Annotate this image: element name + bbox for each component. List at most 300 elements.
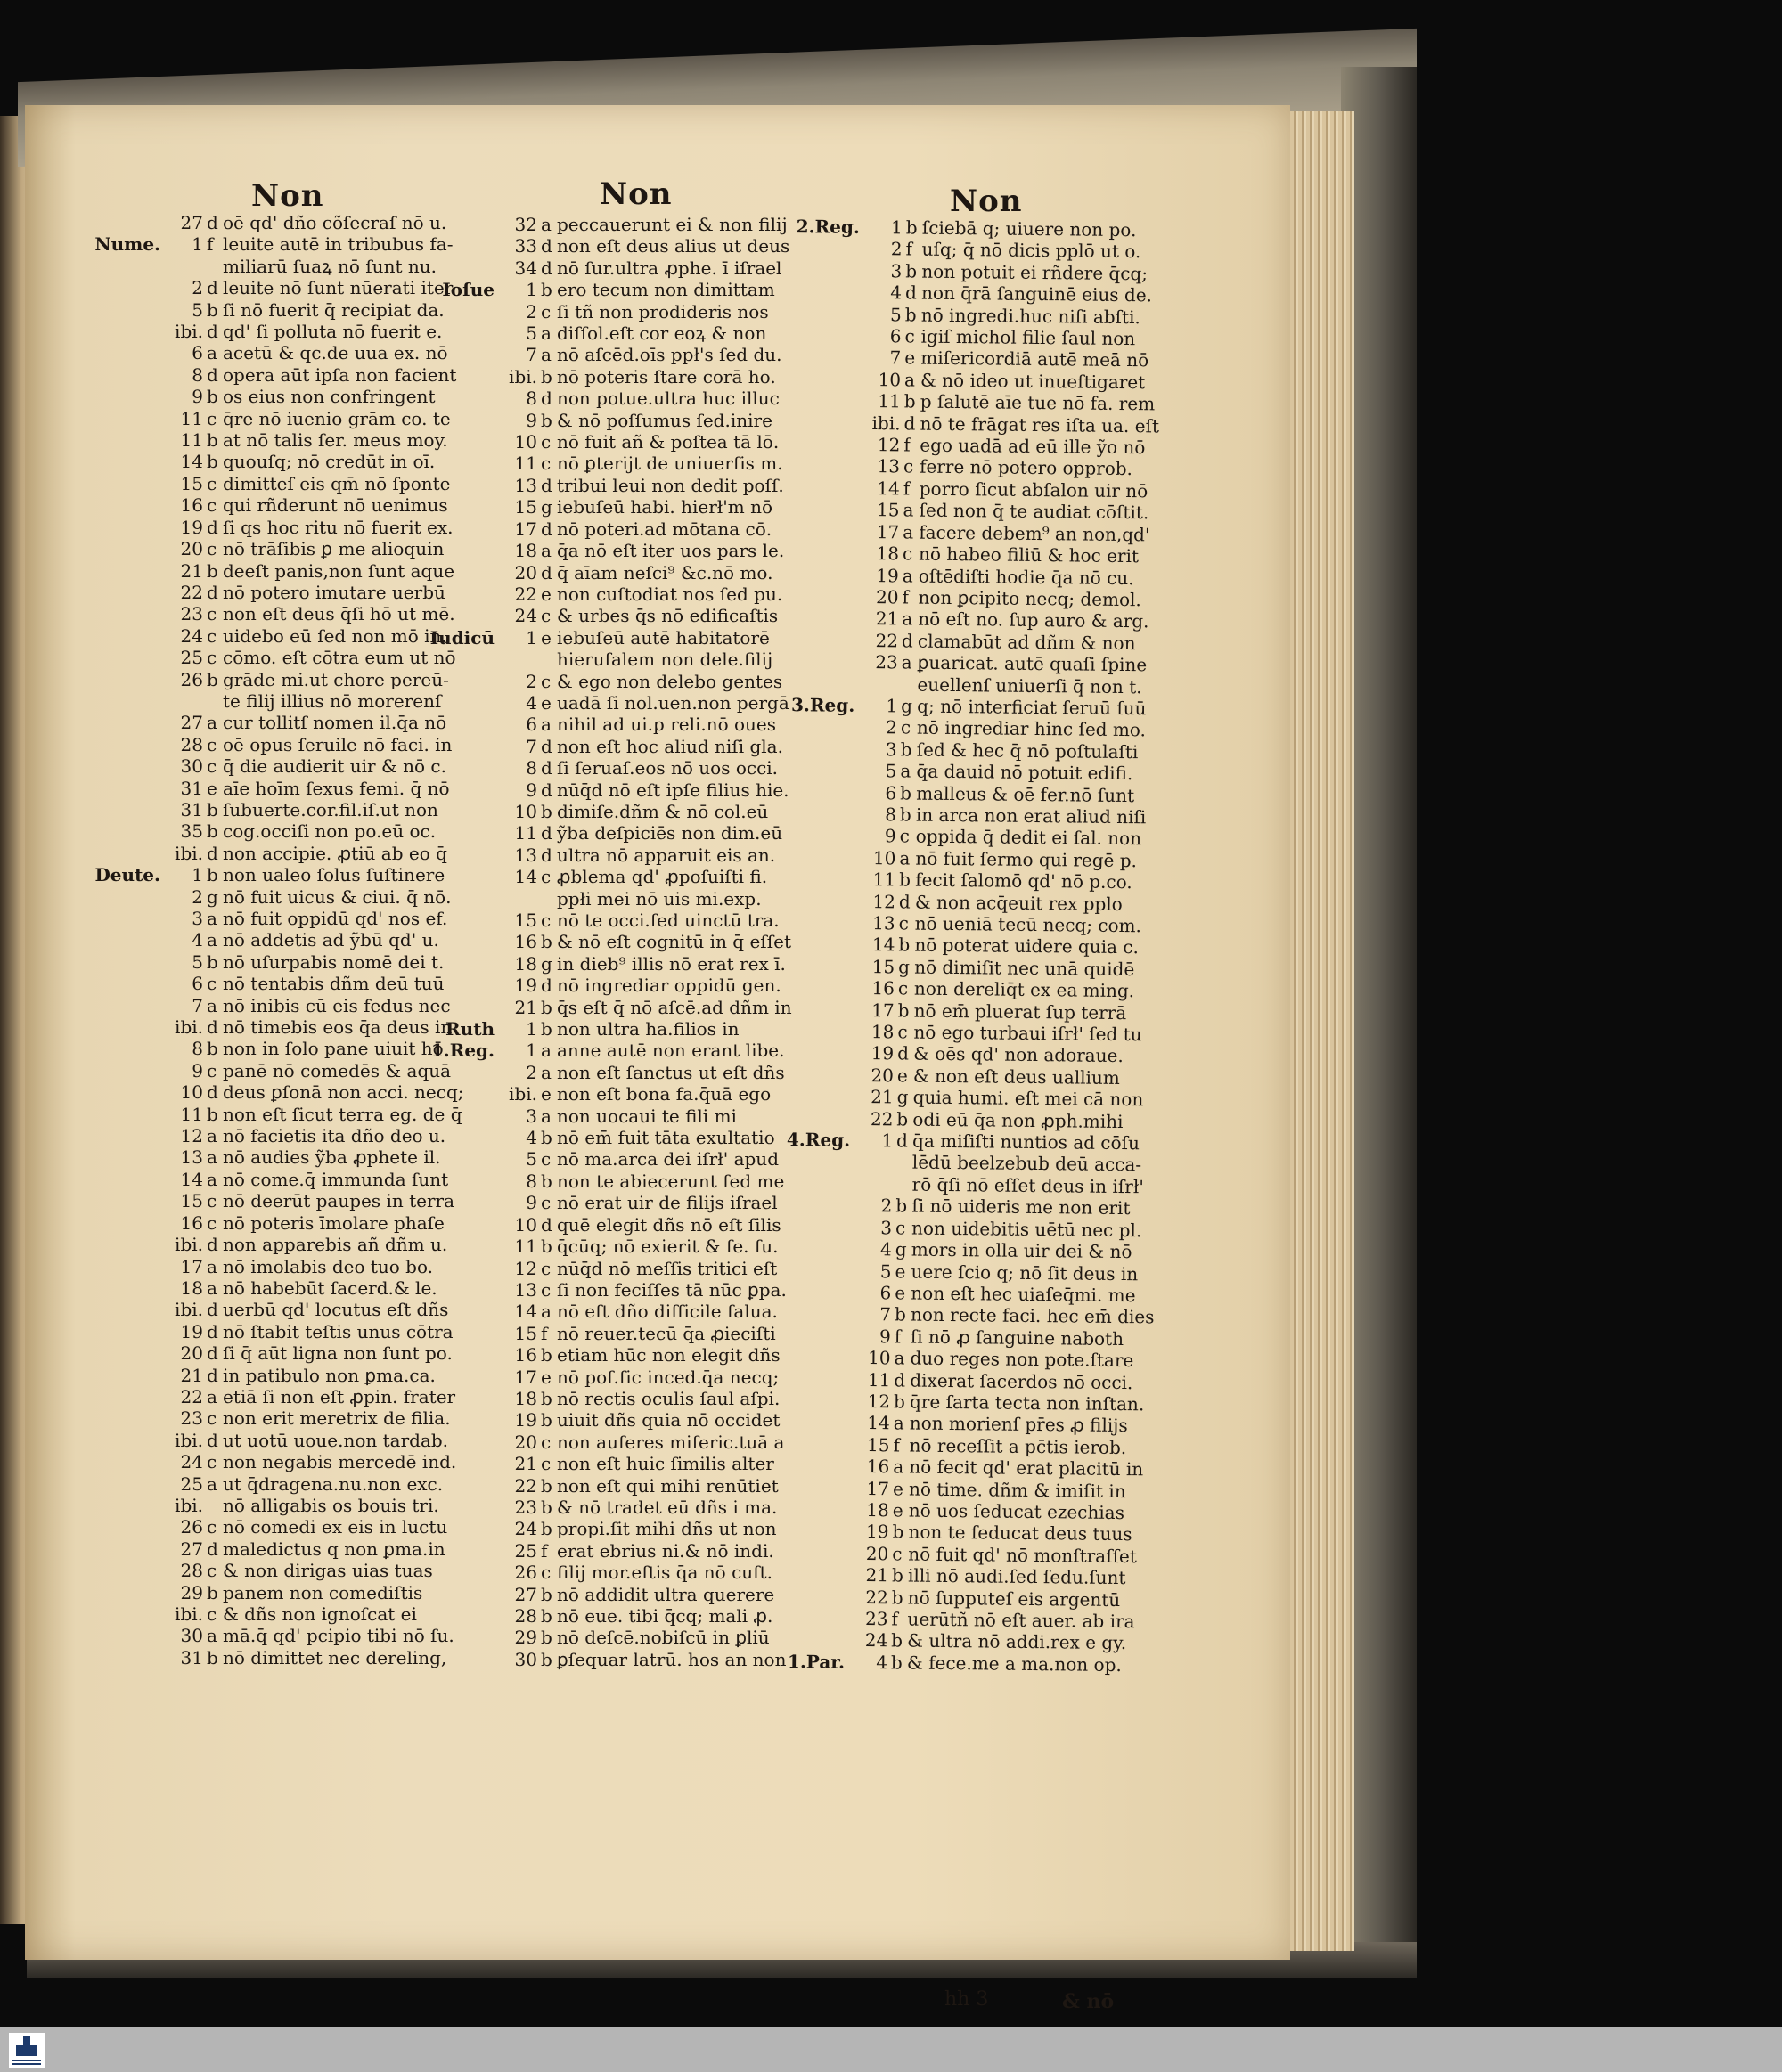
chapter-number: 17 xyxy=(866,1477,890,1499)
section-letter: d xyxy=(541,779,552,801)
section-letter: a xyxy=(207,342,217,364)
chapter-number: 24 xyxy=(864,1629,888,1652)
entry-text: qui rñderunt nō uenimus xyxy=(223,494,448,517)
book-reference xyxy=(419,1562,500,1583)
chapter-number: 5 xyxy=(192,298,203,321)
book-reference xyxy=(419,671,500,692)
chapter-number: 6 xyxy=(192,973,203,995)
concordance-line xyxy=(85,647,464,668)
book-reference xyxy=(419,518,500,540)
concordance-line xyxy=(85,364,464,386)
section-letter: b xyxy=(891,1586,903,1609)
section-letter: c xyxy=(207,494,217,517)
chapter-number: 2 xyxy=(886,716,898,738)
chapter-number: ibi. xyxy=(175,1234,203,1256)
section-letter: a xyxy=(893,1456,904,1478)
book-reference xyxy=(419,953,500,975)
chapter-number: ibi. xyxy=(509,1083,537,1105)
section-letter: a xyxy=(899,847,911,869)
book-reference xyxy=(85,647,166,668)
concordance-line xyxy=(419,235,792,257)
book-reference xyxy=(85,1038,166,1059)
concordance-line xyxy=(85,212,464,233)
section-letter: c xyxy=(541,300,552,322)
book-reference xyxy=(775,1020,856,1042)
book-reference xyxy=(419,692,500,714)
entry-text: nō uos ſeducat ezechias xyxy=(908,1499,1125,1524)
book-reference xyxy=(419,1388,500,1409)
entry-text: aīe hoīm ſexus femi. q̄ nō xyxy=(223,777,450,799)
chapter-number: 31 xyxy=(180,1646,203,1668)
section-letter: d xyxy=(207,212,218,233)
book-reference xyxy=(85,908,166,929)
concordance-column-2 xyxy=(419,214,792,1670)
entry-text: nō fecit qd' erat placitū in xyxy=(909,1456,1144,1481)
entry-text: nō ingredi.huc niſi abſti. xyxy=(920,304,1140,328)
concordance-line xyxy=(419,518,792,540)
section-letter: b xyxy=(895,1195,908,1217)
section-letter: b xyxy=(207,1646,218,1668)
concordance-line xyxy=(85,734,464,755)
concordance-line xyxy=(419,975,792,996)
chapter-number: 15 xyxy=(180,1190,203,1212)
entry-text: duo reges non pote.ſtare xyxy=(910,1347,1134,1372)
chapter-number: 15 xyxy=(514,1322,537,1344)
section-letter: a xyxy=(541,1105,552,1127)
chapter-number: 11 xyxy=(514,822,537,844)
chapter-number: 23 xyxy=(514,1496,537,1518)
section-letter: g xyxy=(901,695,913,717)
section-letter: d xyxy=(897,1042,910,1065)
chapter-number: 13 xyxy=(514,844,537,866)
book-reference xyxy=(771,1476,852,1498)
section-letter: a xyxy=(541,344,552,366)
section-letter: b xyxy=(903,390,916,412)
concordance-line xyxy=(85,1234,464,1255)
book-reference xyxy=(85,1451,166,1472)
entry-text: q̄a nō eſt iter uos pars le. xyxy=(557,540,785,562)
entry-text: porro ſicut abſalon uir nō xyxy=(919,477,1148,502)
chapter-number: 14 xyxy=(514,1301,537,1323)
section-letter xyxy=(901,673,917,696)
concordance-line xyxy=(419,1605,792,1627)
section-letter: g xyxy=(541,952,552,975)
book-reference xyxy=(771,1433,852,1456)
concordance-line xyxy=(85,1342,464,1364)
concordance-line xyxy=(419,496,792,518)
book-reference xyxy=(419,387,500,409)
chapter-number: 6 xyxy=(192,342,203,364)
book-reference: 4.Reg. xyxy=(786,1129,851,1151)
book-reference xyxy=(85,1081,166,1103)
entry-text: nō uſurpabis nomē dei t. xyxy=(223,950,445,973)
book-reference xyxy=(782,346,863,368)
book-reference xyxy=(419,1409,500,1431)
chapter-number: 23 xyxy=(180,603,203,625)
book-reference xyxy=(774,1107,855,1130)
concordance-line xyxy=(85,494,464,516)
book-reference xyxy=(419,1497,500,1518)
section-letter: b xyxy=(900,781,912,804)
concordance-line xyxy=(85,1603,464,1625)
book-reference xyxy=(85,256,166,277)
entry-text: nō inibis cū eis fedus nec xyxy=(223,994,451,1016)
entry-text: non morienſ pr̄es ꝓ filijs xyxy=(909,1412,1128,1437)
section-letter: b xyxy=(541,1127,552,1149)
book-reference xyxy=(419,1127,500,1148)
chapter-number: 33 xyxy=(514,235,537,257)
book-reference: 3.Reg. xyxy=(790,694,855,716)
book-reference: Deute. xyxy=(94,864,160,886)
entry-text: nō eſt dño difficile ſalua. xyxy=(557,1301,778,1323)
entry-text: hieruſalem non dele.filij xyxy=(557,649,773,671)
chapter-number: 28 xyxy=(180,733,203,755)
book-reference xyxy=(85,1060,166,1081)
entry-text: nō potero imutare uerbū xyxy=(223,581,446,603)
section-letter: b xyxy=(541,1605,552,1627)
book-reference xyxy=(85,1560,166,1581)
section-letter: b xyxy=(890,1652,903,1674)
concordance-line xyxy=(419,627,792,649)
chapter-number: 18 xyxy=(866,1499,889,1521)
book-reference xyxy=(770,1520,851,1542)
book-reference xyxy=(85,1256,166,1277)
chapter-number: 27 xyxy=(514,1583,537,1605)
chapter-number: 14 xyxy=(871,934,895,956)
section-letter: f xyxy=(905,238,913,260)
concordance-line xyxy=(85,1365,464,1386)
entry-text: nō alligabis os bouis tri. xyxy=(223,1494,439,1516)
section-letter: a xyxy=(207,712,217,734)
entry-text: ſi nō uideris me non erit xyxy=(911,1195,1131,1220)
concordance-line xyxy=(85,755,464,777)
book-reference xyxy=(85,1212,166,1234)
section-letter: b xyxy=(898,934,911,956)
entry-text: ero tecum non dimittam xyxy=(557,279,775,301)
section-letter: b xyxy=(207,559,218,582)
book-reference xyxy=(777,911,858,934)
concordance-line xyxy=(419,1148,792,1170)
book-reference xyxy=(419,1105,500,1127)
concordance-line xyxy=(85,843,464,864)
section-letter: c xyxy=(541,910,552,931)
concordance-line xyxy=(85,1104,464,1125)
chapter-number: 3 xyxy=(526,1105,537,1127)
entry-text: fecit ſalomō qd' nō p.co. xyxy=(915,869,1132,893)
section-letter: c xyxy=(898,912,910,934)
book-reference xyxy=(419,1301,500,1322)
section-letter: d xyxy=(894,1368,906,1391)
entry-text: non eſt ſicut terra eg. de q̄ xyxy=(223,1103,462,1125)
chapter-number: 1 xyxy=(886,695,898,717)
chapter-number: 13 xyxy=(180,1146,203,1169)
chapter-number: ibi. xyxy=(509,365,537,387)
concordance-line xyxy=(419,1258,792,1279)
column-heading-2: Non xyxy=(600,176,673,212)
section-letter xyxy=(541,649,557,670)
entry-text: nō fuit uicus & ciui. q̄ nō. xyxy=(223,885,452,908)
book-reference xyxy=(85,1365,166,1386)
book-reference xyxy=(85,669,166,690)
entry-text: at nō talis ſer. meus moy. xyxy=(223,429,448,452)
book-reference: Ruth xyxy=(446,1018,495,1040)
entry-text: nō rectis oculis ſaul aſpi. xyxy=(557,1387,781,1409)
concordance-line xyxy=(419,910,792,931)
section-letter: d xyxy=(207,363,218,386)
book-reference xyxy=(85,560,166,582)
book-reference xyxy=(771,1498,852,1521)
section-letter: c xyxy=(207,407,217,429)
book-reference xyxy=(85,929,166,950)
entry-text: ſciebā q; uiuere non po. xyxy=(921,216,1137,241)
section-letter xyxy=(896,1152,912,1174)
concordance-line xyxy=(85,386,464,407)
concordance-line xyxy=(85,669,464,690)
concordance-line xyxy=(85,1299,464,1320)
section-letter: c xyxy=(541,1257,552,1279)
book-reference xyxy=(419,888,500,910)
chapter-number: 28 xyxy=(514,1605,537,1627)
chapter-number: 10 xyxy=(514,431,537,453)
chapter-number: 12 xyxy=(867,1390,891,1413)
chapter-number xyxy=(854,1173,895,1195)
section-letter: e xyxy=(541,1083,552,1105)
book-reference xyxy=(781,454,862,477)
chapter-number: 7 xyxy=(526,735,537,757)
book-reference xyxy=(772,1325,854,1347)
chapter-number: 27 xyxy=(180,212,203,233)
book-reference xyxy=(419,366,500,387)
book-reference xyxy=(769,1607,850,1629)
chapter-number: 17 xyxy=(514,518,537,540)
chapter-number: 11 xyxy=(878,390,901,412)
book-reference xyxy=(783,303,864,325)
entry-text: filij mor.eſtis q̄a nō cuſt. xyxy=(557,1562,772,1584)
concordance-line xyxy=(85,1038,464,1059)
concordance-line xyxy=(419,1127,792,1148)
entry-text: nō comedi ex eis in luctu xyxy=(223,1516,448,1538)
concordance-line xyxy=(419,866,792,887)
section-letter: b xyxy=(541,1496,552,1518)
book-reference xyxy=(773,1216,854,1238)
entry-text: nō addetis ad ỹbū qd' u. xyxy=(223,929,439,951)
section-letter: c xyxy=(207,1516,217,1538)
chapter-number: 6 xyxy=(526,714,537,736)
section-letter: b xyxy=(896,1108,909,1130)
chapter-number: 11 xyxy=(872,869,896,891)
chapter-number: 21 xyxy=(514,1453,537,1475)
book-reference xyxy=(772,1346,853,1368)
entry-text: non potue.ultra huc illuc xyxy=(557,387,780,410)
book-reference xyxy=(781,477,862,499)
entry-text: q̄ die audierit uir & nō c. xyxy=(223,755,446,778)
concordance-line xyxy=(419,1171,792,1192)
chapter-number: 20 xyxy=(871,1064,895,1087)
entry-text: ut q̄dragena.nu.non exc. xyxy=(223,1472,444,1495)
book-reference xyxy=(85,386,166,407)
book-reference xyxy=(419,866,500,887)
concordance-line xyxy=(419,757,792,779)
entry-text: malleus & oē fer.nō ſunt xyxy=(916,782,1135,806)
concordance-line xyxy=(419,714,792,735)
entry-text: non ualeo ſolus ſuſtinere xyxy=(223,864,446,886)
book-reference xyxy=(85,886,166,908)
entry-text: uiuit dñs quia nō occidet xyxy=(557,1409,781,1432)
chapter-number: 35 xyxy=(180,820,203,843)
chapter-number: 22 xyxy=(865,1586,888,1608)
entry-text: deus ꝑſonā non acci. necq; xyxy=(223,1081,464,1104)
concordance-line xyxy=(419,1083,792,1105)
chapter-number: 17 xyxy=(514,1366,537,1388)
concordance-line xyxy=(419,953,792,975)
chapter-number: ibi. xyxy=(175,842,203,864)
section-letter: a xyxy=(207,1472,217,1495)
column-heading-1: Non xyxy=(251,178,324,214)
concordance-line xyxy=(419,366,792,387)
section-letter: b xyxy=(207,429,218,452)
entry-text: nō deerūt paupes in terra xyxy=(223,1190,455,1212)
entry-text: nō facietis ita dño deo u. xyxy=(223,1125,446,1147)
section-letter: c xyxy=(899,825,911,847)
entry-text: anne autē non erant libe. xyxy=(557,1040,785,1062)
entry-text: grāde mi.ut chore pereū- xyxy=(223,668,449,690)
section-letter xyxy=(207,690,223,712)
entry-text: ſed non q̄ te audiat cōſtit. xyxy=(919,499,1149,524)
book-reference xyxy=(85,690,166,712)
concordance-line xyxy=(419,822,792,844)
book-reference: 1.Par. xyxy=(787,1650,846,1673)
section-letter: c xyxy=(541,866,552,888)
book-reference xyxy=(419,757,500,779)
concordance-line xyxy=(419,1409,792,1431)
chapter-number: 1 xyxy=(526,626,537,649)
entry-text: facere debem⁹ an non,qd' xyxy=(919,521,1150,546)
entry-text: ſubuerte.cor.fil.iſ.ut non xyxy=(223,798,438,820)
section-letter: a xyxy=(893,1412,904,1434)
entry-text: non potuit ei rñdere q̄cq; xyxy=(921,260,1148,285)
section-letter: c xyxy=(207,1451,217,1473)
entry-text: non apparebis añ dñm u. xyxy=(223,1234,448,1256)
chapter-number: 20 xyxy=(180,538,203,560)
book-reference xyxy=(419,910,500,931)
section-letter xyxy=(895,1173,911,1195)
entry-text: nō come.q̄ immunda ſunt xyxy=(223,1168,449,1190)
chapter-number: 7 xyxy=(889,347,902,369)
entry-text: nō fuit oppidū qd' nos ef. xyxy=(223,908,448,929)
entry-text: in patibulo non ꝑma.ca. xyxy=(223,1364,436,1386)
book-reference xyxy=(419,1214,500,1236)
book-reference xyxy=(783,259,864,281)
section-letter: a xyxy=(902,564,913,587)
section-letter: a xyxy=(903,369,916,391)
entry-text: nō em̄ fuit tāta exultatio xyxy=(557,1127,775,1149)
section-letter: d xyxy=(904,281,918,304)
entry-text: non ultra ha.filios in xyxy=(557,1018,740,1040)
section-letter: d xyxy=(207,1234,218,1256)
entry-text: cōmo. eſt cōtra eum ut nō xyxy=(223,647,456,669)
entry-text: etiā ſi non eſt ꝓpin. frater xyxy=(223,1385,456,1407)
book-reference xyxy=(85,843,166,864)
entry-text: nō dimittet nec dereling, xyxy=(223,1646,447,1668)
section-letter: d xyxy=(541,735,552,757)
book-reference xyxy=(419,1518,500,1539)
book-reference xyxy=(85,995,166,1016)
section-letter: b xyxy=(207,820,218,843)
entry-text: nō te frāgat res iſta ua. eſt xyxy=(920,412,1160,437)
concordance-line xyxy=(85,1451,464,1472)
section-letter: a xyxy=(541,1040,552,1062)
concordance-line xyxy=(85,1430,464,1451)
concordance-line xyxy=(769,1651,1151,1676)
chapter-number: 4 xyxy=(526,1127,537,1149)
section-letter: d xyxy=(903,412,916,435)
section-letter: d xyxy=(207,1016,218,1039)
entry-text: uerbū qd' locutus eſt dñs xyxy=(223,1299,449,1321)
concordance-line xyxy=(419,322,792,344)
section-letter: d xyxy=(898,890,911,913)
chapter-number: 19 xyxy=(865,1521,889,1543)
section-letter: d xyxy=(541,474,552,496)
concordance-column-3 xyxy=(769,216,1165,1676)
chapter-number: 2 xyxy=(526,300,537,322)
chapter-number: 16 xyxy=(514,1344,537,1366)
concordance-line xyxy=(419,387,792,409)
book-reference xyxy=(774,1150,855,1172)
book-reference: Iudicū xyxy=(429,626,495,649)
book-reference xyxy=(772,1302,854,1325)
book-reference: 2.Reg. xyxy=(796,216,860,238)
book-reference xyxy=(419,1366,500,1388)
section-letter: b xyxy=(541,1170,552,1192)
section-letter: c xyxy=(207,1560,217,1582)
entry-text: q̄s eſt q̄ nō aſcē.ad dñm in xyxy=(557,996,792,1018)
chapter-number: 28 xyxy=(180,1560,203,1582)
chapter-number: 7 xyxy=(192,994,203,1016)
chapter-number: 18 xyxy=(514,1387,537,1409)
section-letter: b xyxy=(892,1521,904,1543)
entry-text: propi.ſit mihi dñs ut non xyxy=(557,1518,777,1540)
entry-text: nō poteris īmolare phaſe xyxy=(223,1211,445,1234)
section-letter: b xyxy=(207,668,218,690)
book-reference xyxy=(419,322,500,344)
section-letter: e xyxy=(541,583,552,605)
chapter-number: 19 xyxy=(514,1409,537,1432)
entry-text: ſi tñ non prodideris nos xyxy=(557,300,769,322)
entry-text: & nō tradet eū dñs i ma. xyxy=(557,1496,778,1518)
section-letter: b xyxy=(893,1391,906,1413)
section-letter: e xyxy=(541,691,552,714)
chapter-number: 10 xyxy=(878,368,902,391)
book-reference xyxy=(419,214,500,235)
book-reference xyxy=(419,1279,500,1301)
concordance-line xyxy=(419,1562,792,1583)
section-letter: a xyxy=(207,929,217,951)
chapter-number: 19 xyxy=(514,975,537,997)
entry-text: ſi nō fuerit q̄ recipiat da. xyxy=(223,298,445,321)
book-reference xyxy=(419,1171,500,1192)
book-reference xyxy=(419,257,500,279)
concordance-line xyxy=(419,649,792,670)
book-reference xyxy=(85,625,166,647)
concordance-line xyxy=(419,410,792,431)
book-reference xyxy=(85,364,166,386)
entry-text: ppłi mei nō uis mi.exp. xyxy=(557,887,762,910)
book-reference xyxy=(85,1516,166,1538)
book-reference xyxy=(779,715,860,738)
chapter-number: 4 xyxy=(876,1651,888,1674)
book-reference xyxy=(419,736,500,757)
book-reference xyxy=(419,1192,500,1213)
